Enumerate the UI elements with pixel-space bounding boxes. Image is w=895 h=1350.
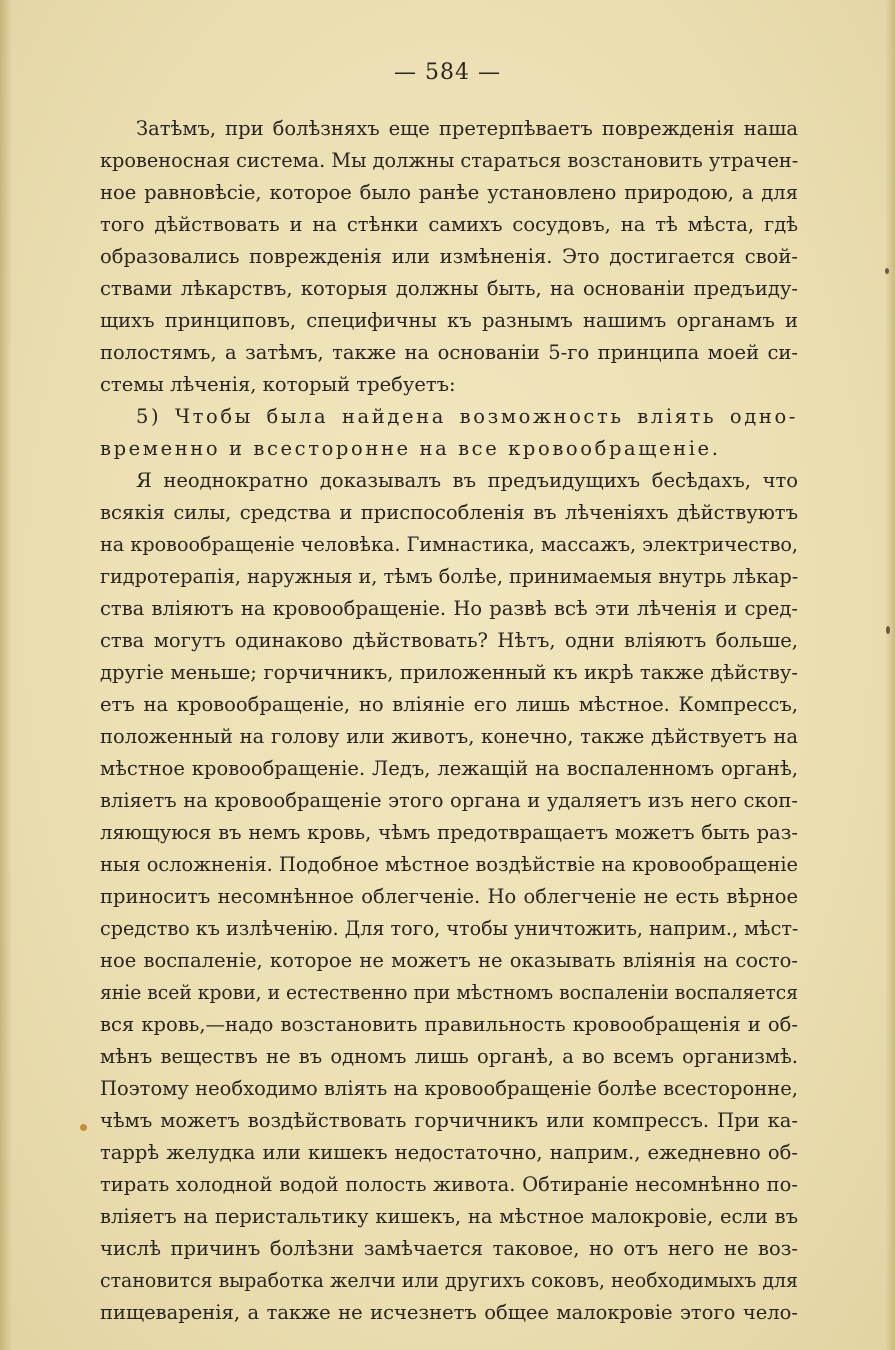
text-line-19: етъ на кровообращеніе, но вліяніе его лишь мѣстное. Компрессъ, (100, 693, 798, 716)
text-line-28: яніе всей крови, и естественно при мѣстномъ воспаленіи воспаляется (100, 981, 799, 1004)
text-line-31: Поэтому необходимо вліять на кровообращеніе болѣе всесторонне, (100, 1077, 798, 1100)
text-line-27: ное воспаленіе, которое не можетъ не оказывать вліянія на состо- (100, 949, 798, 972)
text-line-4: того дѣйствовать и на стѣнки самихъ сосудовъ, на тѣ мѣста, гдѣ (100, 213, 798, 236)
text-line-22: вліяетъ на кровообращеніе этого органа и удаляетъ изъ него скоп- (100, 789, 798, 812)
text-line-13: всякія силы, средства и приспособленія въ лѣченіяхъ дѣйствуютъ (100, 501, 798, 524)
page-left-edge (0, 0, 12, 1350)
text-line-8: полостямъ, а затѣмъ, также на основаніи 5-го принципа моей си- (100, 341, 798, 364)
text-line-25: приноситъ несомнѣнное облегченіе. Но облегченіе не есть вѣрное (100, 885, 798, 908)
page-number: — 584 — (394, 60, 501, 85)
margin-mark (886, 626, 890, 634)
text-line-29: вся кровь,—надо возстановить правильность кровообращенія и об- (100, 1013, 798, 1036)
text-line-34: тирать холодной водой полость живота. Обтираніе несомнѣнно по- (100, 1173, 798, 1196)
text-line-6: ствами лѣкарствъ, которыя должны быть, на основаніи предъиду- (100, 277, 798, 300)
text-line-14: на кровообращеніе человѣка. Гимнастика, массажъ, электричество, (100, 533, 799, 556)
text-line-24: ныя осложненія. Подобное мѣстное воздѣйствіе на кровообращеніе (100, 853, 799, 876)
text-line-20: положенный на голову или животъ, конечно, также дѣйствуетъ на (100, 725, 798, 748)
text-line-26: средство къ излѣченію. Для того, чтобы уничтожить, наприм., мѣст- (100, 917, 799, 940)
text-line-9: стемы лѣченія, который требуетъ: (100, 373, 456, 396)
text-line-36: числѣ причинъ болѣзни замѣчается таковое, но отъ него не воз- (100, 1237, 798, 1260)
text-line-1: Затѣмъ, при болѣзняхъ еще претерпѣваетъ поврежденія наша (136, 117, 798, 140)
principle-line-2: временно и всесторонне на все кровообращеніе. (100, 437, 721, 460)
text-line-5: образовались поврежденія или измѣненія. Это достигается свой- (100, 245, 798, 268)
text-line-23: ляющуюся въ немъ кровь, чѣмъ предотвращаетъ можетъ быть раз- (100, 821, 798, 844)
text-line-30: мѣнъ веществъ не въ одномъ лишь органѣ, а во всемъ организмѣ. (100, 1045, 798, 1068)
text-line-15: гидротерапія, наружныя и, тѣмъ болѣе, принимаемыя внутрь лѣкар- (100, 565, 799, 588)
text-line-37: становится выработка желчи или другихъ соковъ, необходимыхъ для (100, 1269, 798, 1292)
page-right-edge (885, 0, 895, 1350)
text-line-17: ства могутъ одинаково дѣйствовать? Нѣтъ, одни вліяютъ больше, (100, 629, 798, 652)
text-line-21: мѣстное кровообращеніе. Ледъ, лежащій на воспаленномъ органѣ, (100, 757, 798, 780)
margin-mark (885, 268, 889, 274)
text-line-38: пищеваренія, а также не исчезнетъ общее малокровіе этого чело- (100, 1301, 798, 1324)
ink-spot (80, 1124, 87, 1131)
principle-line-1: 5) Чтобы была найдена возможность влiять одно- (136, 405, 798, 428)
text-line-2: кровеносная система. Мы должны стараться возстановить утрачен- (100, 149, 799, 172)
text-line-33: таррѣ желудка или кишекъ недостаточно, наприм., ежедневно об- (100, 1141, 798, 1164)
text-line-3: ное равновѣсіе, которое было ранѣе установлено природою, а для (100, 181, 798, 204)
text-line-7: щихъ принциповъ, специфичны къ разнымъ нашимъ органамъ и (100, 309, 798, 332)
text-line-35: вліяетъ на перистальтику кишекъ, на мѣстное малокровіе, если въ (100, 1205, 798, 1228)
text-line-18: другіе меньше; горчичникъ, приложенный къ икрѣ также дѣйству- (100, 661, 798, 684)
text-line-16: ства вліяютъ на кровообращеніе. Но развѣ всѣ эти лѣченія и сред- (100, 597, 798, 620)
text-line-12: Я неоднократно доказывалъ въ предъидущихъ бесѣдахъ, что (136, 469, 798, 492)
text-line-32: чѣмъ можетъ воздѣйствовать горчичникъ или компрессъ. При ка- (100, 1109, 798, 1132)
